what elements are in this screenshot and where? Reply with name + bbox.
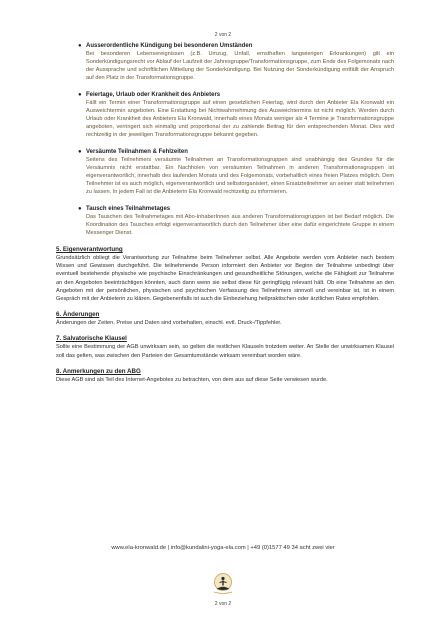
bullet-text: Fällt ein Termin einer Transformationsgruppe auf einen gesetzlichen Feiertag, wird durch den Anbieter Ela Kronwald ein Ausweichtermin angeboten. Eine Erstattung bei Nichtwahrnehmung des Ausweichtermins ist nicht möglich. Werden durch Urlaub oder Krankheit des Anbieters Ela Kronwald, innerhalb eines Monats weniger als 4 Termine je Transformationsgruppe angeboten, verringert sich einmalig und proportional der zu zahlende Beitrag für den entsprechenden Monat. Dies wird rechtzeitig in der jeweiligen Transformationsgruppe bekannt gegeben. <box>86 100 394 138</box>
section-title: 7. Salvatorische Klausel <box>56 335 127 343</box>
bullet-title: Ausserordentliche Kündigung bei besonderen Umständen <box>86 43 253 49</box>
bullet-dot-icon: ● <box>78 206 82 212</box>
bullet-dot-icon: ● <box>78 92 82 98</box>
bullet-dot-icon: ● <box>78 43 82 49</box>
section-aenderungen <box>56 311 394 327</box>
page-number-bottom: 2 von 2 <box>214 601 232 607</box>
bullet-title: Feiertage, Urlaub oder Krankheit des Anbieters <box>86 92 221 98</box>
bullet-title: Versäumte Teilnahmen & Fehlzeiten <box>86 149 188 155</box>
bullet-dot-icon: ● <box>78 149 82 155</box>
bullet-text: Seitens des Teilnehmers versäumte Teilnahmen an Transformationsgruppen sind unabhängig des Grundes für die Versäumnis nicht erstattbar. Ein Nachholen von versäumten Teilnahmen in anderen Transformationsgruppen ist eigenverantwortlich, innerhalb des laufenden Monats und des Folgemonats, vorbehaltlich eines freien Platzes möglich. Dem Teilnehmer ist es auch möglich, eigenverantwortlich und selbstorganisiert, einen Ersatzteilnehmer an seiner statt teilnehmen zu lassen. In jedem Fall ist die Anbieterin Ela Kronwald rechtzeitig zu informieren. <box>86 157 394 195</box>
yoga-logo-icon <box>210 572 236 598</box>
page-number-top: 2 von 2 <box>214 32 232 38</box>
section-title: 6. Änderungen <box>56 311 100 319</box>
section-text: Sollte eine Bestimmung der AGB unwirksam sein, so gelten die restlichen Klauseln trotzdem weiter. An Stelle der unwirksamen Klausel soll das gelten, was zwischen den Parteien der Gesamtumstände wirksam vereinbart worden wäre. <box>56 344 394 359</box>
section-text: Diese AGB sind als Teil des Internet-Angebotes zu betrachten, von dem aus auf diese Seite verwiesen wurde. <box>56 376 328 383</box>
section-title: 5. Eigenverantwortung <box>56 246 123 253</box>
bullet-item-1 <box>56 42 394 82</box>
section-title: 8. Anmerkungen zu den ABG <box>56 367 141 375</box>
bullet-item-4 <box>56 205 394 237</box>
bullet-item-3 <box>56 148 394 196</box>
document-body <box>56 42 394 384</box>
bullet-text: Das Tauschen des Teilnahmetages mit Abo-InhaberInnen aus anderen Transformationsgruppen ist bei Bedarf möglich. Die Koordination des Tausches erfolgt eigenverantwortlich durch den Teilnehmer über eine dafür eingerichtete Gruppe in einem Messenger Dienst. <box>86 214 394 236</box>
section-anmerkungen <box>56 368 394 384</box>
bullet-title: Tausch eines Teilnahmetages <box>86 206 171 212</box>
bullet-text: Bei besonderen Lebensereignissen (z.B. Umzug, Unfall, ernsthaften langwierigen Erkrankungen) gilt ein Sonderkündigungsrecht vor Ablauf der Laufzeit der Jahresgruppe/Transformationsgruppe, zum Ende des Folgemonats nach der Aussprache und schriftlichen Mitteilung der Sonderkündigung. Bei Nutzung der Sonderkündigung entfällt der Anspruch auf den Platz in der Transformationsgruppe. <box>86 51 394 81</box>
section-text: Änderungen der Zeiten, Preise und Daten sind vorbehalten, einschl. evtl. Druck-/Tippfehler. <box>56 320 282 327</box>
section-text: Grundsätzlich obliegt die Verantwortung zur Teilnahme beim Teilnehmer selbst. Alle Angebote werden vom Anbieter nach bestem Wissen und Gewissen durchgeführt. Die teilnehmende Person informiert den Anbieter vor Beginn der Teilnahme unbedingt über eventuell bestehende physische wie psychische Einschränkungen und gesundheitliche Störungen, welche die Fähigkeit zur Teilnahme an den Angeboten beeinträchtigen könnten, auch dann wenn sie selbst diese für geringfügig relevant hält. Ob eine Teilnahme an den Angeboten mit der persönlichen, physischen und psychischen Verfassung des Teilnehmers sinnvoll und vereinbar ist, ist in einem Gespräch mit der Anbieterin zu klären. Gegebenenfalls ist auch die Einbeziehung heilpraktischen oder ärztlichen Rates empfohlen. <box>56 255 394 303</box>
section-eigenverantwortung <box>56 246 394 303</box>
footer-contact: www.ela-kronwald.de | info@kundalini-yoga-ela.com | +49 (0)1577 49 34 acht zwei vier <box>111 545 335 551</box>
bullet-item-2 <box>56 91 394 139</box>
section-salvatorische-klausel <box>56 335 394 359</box>
